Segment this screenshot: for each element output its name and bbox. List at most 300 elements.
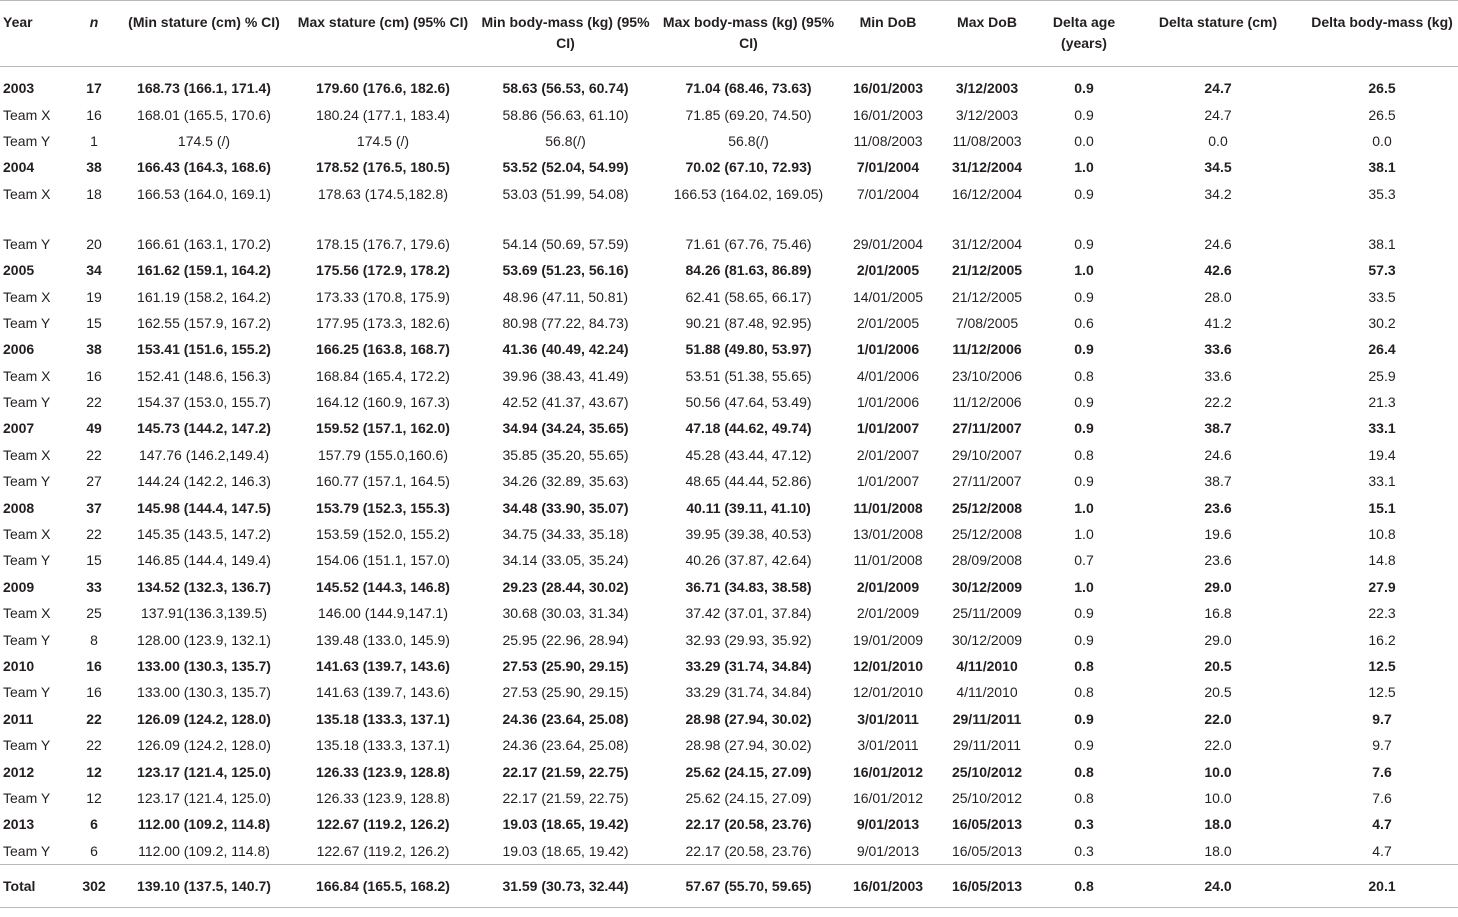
cell-min-stature: 154.37 (153.0, 155.7) <box>137 394 271 411</box>
table-row <box>0 838 1458 865</box>
cell-n: 1 <box>90 132 98 149</box>
cell-delta-age: 0.9 <box>1074 106 1094 123</box>
cell-delta-body-mass: 33.1 <box>1368 473 1396 490</box>
cell-n: 19 <box>86 288 102 305</box>
cell-max-stature: 126.33 (123.9, 128.8) <box>316 789 450 806</box>
cell-max-dob: 25/12/2008 <box>951 526 1023 543</box>
cell-delta-age: 0.9 <box>1074 288 1094 305</box>
cell-delta-age: 0.3 <box>1074 842 1094 859</box>
cell-year: 2009 <box>3 578 35 595</box>
cell-min-stature: 128.00 (123.9, 132.1) <box>137 631 271 648</box>
cell-n: 15 <box>86 314 102 331</box>
cell-delta-stature: 24.6 <box>1204 235 1232 252</box>
cell-min-stature: 166.43 (164.3, 168.6) <box>137 159 271 176</box>
cell-min-body-mass: 48.96 (47.11, 50.81) <box>502 288 629 305</box>
cell-max-stature: 145.52 (144.3, 146.8) <box>316 578 450 595</box>
table-row <box>0 363 1458 389</box>
cell-max-body-mass: 32.93 (29.93, 35.92) <box>685 631 812 648</box>
cell-n: 49 <box>86 420 102 437</box>
cell-max-stature: 159.52 (157.1, 162.0) <box>316 420 450 437</box>
cell-n: 22 <box>86 446 102 463</box>
total-n: 302 <box>72 864 116 907</box>
cell-min-dob: 4/01/2006 <box>856 367 920 384</box>
cell-min-dob: 16/01/2012 <box>852 789 924 806</box>
table-row <box>0 600 1458 626</box>
cell-year: Team X <box>3 367 51 384</box>
cell-delta-body-mass: 22.3 <box>1368 605 1396 622</box>
cell-max-dob: 30/12/2009 <box>951 578 1023 595</box>
cell-delta-body-mass: 9.7 <box>1372 710 1392 727</box>
cell-delta-age: 1.0 <box>1074 262 1094 279</box>
table-row <box>0 181 1458 231</box>
table-row <box>0 521 1458 547</box>
cell-n: 12 <box>86 763 102 780</box>
cell-delta-age: 1.0 <box>1074 499 1094 516</box>
cell-max-dob: 28/09/2008 <box>951 552 1023 569</box>
cell-max-dob: 25/10/2012 <box>951 789 1023 806</box>
cell-delta-age: 0.9 <box>1074 235 1094 252</box>
cell-year: Team Y <box>3 235 51 252</box>
cell-max-body-mass: 70.02 (67.10, 72.93) <box>685 159 812 176</box>
cell-max-stature: 126.33 (123.9, 128.8) <box>316 763 450 780</box>
cell-max-dob: 16/05/2013 <box>951 842 1023 859</box>
cell-delta-stature: 29.0 <box>1204 578 1232 595</box>
total-min-stature: 139.10 (137.5, 140.7) <box>116 864 292 907</box>
table-row <box>0 574 1458 600</box>
cell-min-dob: 16/01/2012 <box>852 763 924 780</box>
cell-min-body-mass: 34.26 (32.89, 35.63) <box>502 473 629 490</box>
cell-min-body-mass: 25.95 (22.96, 28.94) <box>502 631 629 648</box>
cell-min-body-mass: 80.98 (77.22, 84.73) <box>502 314 629 331</box>
cell-min-body-mass: 58.86 (56.63, 61.10) <box>502 106 629 123</box>
cell-min-stature: 144.24 (142.2, 146.3) <box>137 473 271 490</box>
cell-delta-stature: 38.7 <box>1204 420 1232 437</box>
total-max-body-mass: 57.67 (55.70, 59.65) <box>657 864 840 907</box>
cell-max-dob: 25/12/2008 <box>951 499 1023 516</box>
cell-max-body-mass: 40.11 (39.11, 41.10) <box>686 499 811 516</box>
cell-max-body-mass: 22.17 (20.58, 23.76) <box>685 816 812 833</box>
table-row <box>0 732 1458 758</box>
header-n: n <box>72 1 116 67</box>
cell-max-stature: 141.63 (139.7, 143.6) <box>316 658 450 674</box>
cell-max-stature: 177.95 (173.3, 182.6) <box>316 314 450 331</box>
cell-min-dob: 2/01/2005 <box>856 314 920 331</box>
cell-year: Team Y <box>3 394 51 411</box>
total-min-dob: 16/01/2003 <box>840 864 936 907</box>
cell-min-stature: 166.53 (164.0, 169.1) <box>137 185 271 202</box>
cell-min-dob: 2/01/2009 <box>856 578 920 595</box>
cell-delta-stature: 24.7 <box>1204 80 1232 97</box>
cell-year: Team X <box>3 288 51 305</box>
cell-n: 22 <box>86 710 102 727</box>
cell-year: Team Y <box>3 842 51 859</box>
cell-n: 33 <box>86 578 102 595</box>
cell-n: 17 <box>86 80 102 97</box>
cell-delta-stature: 22.2 <box>1204 394 1232 411</box>
cell-delta-age: 0.9 <box>1074 80 1094 97</box>
cell-min-dob: 13/01/2008 <box>852 526 924 543</box>
table-row <box>0 257 1458 283</box>
cell-delta-age: 0.9 <box>1074 710 1094 727</box>
cell-year: 2013 <box>3 816 35 833</box>
cell-min-stature: 168.73 (166.1, 171.4) <box>137 80 271 97</box>
cell-delta-body-mass: 0.0 <box>1372 132 1392 149</box>
cell-max-dob: 31/12/2004 <box>951 235 1023 252</box>
cell-delta-age: 0.8 <box>1074 789 1094 806</box>
cell-delta-stature: 16.8 <box>1204 605 1232 622</box>
cell-delta-stature: 28.0 <box>1204 288 1232 305</box>
cell-delta-stature: 29.0 <box>1204 631 1232 648</box>
table-body <box>0 67 1458 865</box>
table-row <box>0 442 1458 468</box>
cell-min-dob: 1/01/2007 <box>856 420 920 437</box>
cell-delta-stature: 0.0 <box>1208 132 1228 149</box>
table-row <box>0 494 1458 520</box>
cell-max-body-mass: 33.29 (31.74, 34.84) <box>685 658 812 674</box>
cell-max-dob: 4/11/2010 <box>956 658 1018 674</box>
total-delta-age: 0.8 <box>1038 864 1130 907</box>
cell-max-body-mass: 28.98 (27.94, 30.02) <box>685 710 812 727</box>
cell-year: Team Y <box>3 631 51 648</box>
cell-max-dob: 30/12/2009 <box>951 631 1023 648</box>
cell-max-dob: 27/11/2007 <box>952 473 1022 490</box>
table-row <box>0 547 1458 573</box>
cell-year: Team X <box>3 446 51 463</box>
cell-n: 16 <box>86 684 102 701</box>
cell-delta-body-mass: 7.6 <box>1372 789 1392 806</box>
cell-delta-stature: 24.6 <box>1204 446 1232 463</box>
cell-delta-stature: 10.0 <box>1204 763 1232 780</box>
cell-n: 22 <box>86 737 102 754</box>
cell-delta-stature: 38.7 <box>1204 473 1232 490</box>
cell-min-stature: 126.09 (124.2, 128.0) <box>137 737 271 754</box>
cell-year: 2010 <box>3 658 35 674</box>
cell-min-body-mass: 27.53 (25.90, 29.15) <box>502 658 629 674</box>
cell-delta-body-mass: 15.1 <box>1368 499 1396 516</box>
cell-max-dob: 11/12/2006 <box>952 341 1022 358</box>
cell-max-dob: 4/11/2010 <box>956 684 1018 701</box>
cell-max-dob: 25/10/2012 <box>951 763 1023 780</box>
total-max-dob: 16/05/2013 <box>936 864 1038 907</box>
cell-delta-body-mass: 38.1 <box>1368 159 1396 176</box>
cell-max-body-mass: 47.18 (44.62, 49.74) <box>685 420 812 437</box>
cell-year: 2003 <box>3 80 35 97</box>
cell-max-dob: 23/10/2006 <box>951 367 1023 384</box>
cell-n: 20 <box>86 235 102 252</box>
cell-min-dob: 7/01/2004 <box>856 159 920 176</box>
cell-min-body-mass: 19.03 (18.65, 19.42) <box>502 842 629 859</box>
cell-max-stature: 160.77 (157.1, 164.5) <box>316 473 450 490</box>
cell-delta-age: 0.9 <box>1074 605 1094 622</box>
cell-year: Team X <box>3 605 51 622</box>
cell-delta-age: 0.7 <box>1074 552 1094 569</box>
cell-max-stature: 153.79 (152.3, 155.3) <box>316 499 450 516</box>
cell-min-body-mass: 34.14 (33.05, 35.24) <box>502 552 629 569</box>
cell-min-body-mass: 53.52 (52.04, 54.99) <box>502 159 629 176</box>
cell-max-dob: 11/08/2003 <box>952 132 1022 149</box>
cell-max-body-mass: 166.53 (164.02, 169.05) <box>673 185 824 202</box>
cell-min-body-mass: 27.53 (25.90, 29.15) <box>502 684 629 701</box>
header-year: Year <box>0 1 72 67</box>
cell-year: 2006 <box>3 341 35 358</box>
cell-min-stature: 152.41 (148.6, 156.3) <box>137 367 271 384</box>
cell-year: Team X <box>3 106 51 123</box>
cell-min-body-mass: 24.36 (23.64, 25.08) <box>502 737 629 754</box>
cell-delta-body-mass: 38.1 <box>1368 235 1396 252</box>
cell-n: 15 <box>86 552 102 569</box>
table-row <box>0 101 1458 127</box>
cell-n: 25 <box>86 605 102 622</box>
cell-delta-body-mass: 4.7 <box>1372 816 1392 833</box>
table-header <box>0 1 1458 67</box>
total-row <box>0 864 1458 907</box>
cell-min-body-mass: 53.69 (51.23, 56.16) <box>502 262 629 279</box>
cell-delta-age: 0.9 <box>1074 420 1094 437</box>
cell-delta-age: 0.8 <box>1074 684 1094 701</box>
cell-n: 16 <box>86 367 102 384</box>
cell-max-stature: 178.15 (176.7, 179.6) <box>316 235 450 252</box>
cell-n: 37 <box>86 499 102 516</box>
cell-n: 12 <box>86 789 102 806</box>
cell-delta-stature: 24.7 <box>1204 106 1232 123</box>
cell-min-dob: 11/01/2008 <box>853 499 923 516</box>
cell-min-stature: 137.91(136.3,139.5) <box>140 605 268 622</box>
cell-year: Team Y <box>3 314 51 331</box>
table-row <box>0 154 1458 180</box>
table-row <box>0 679 1458 705</box>
cell-year: Team X <box>3 526 51 543</box>
total-delta-stature: 24.0 <box>1130 864 1306 907</box>
cell-min-body-mass: 53.03 (51.99, 54.08) <box>502 185 629 202</box>
cell-max-body-mass: 71.04 (68.46, 73.63) <box>685 80 812 97</box>
cell-min-stature: 112.00 (109.2, 114.8) <box>137 816 271 833</box>
cell-n: 8 <box>90 631 98 648</box>
cell-max-dob: 3/12/2003 <box>955 106 1019 123</box>
cell-delta-stature: 23.6 <box>1204 499 1232 516</box>
cell-delta-body-mass: 12.5 <box>1368 658 1396 674</box>
spacer-row <box>0 67 1458 76</box>
cell-min-body-mass: 54.14 (50.69, 57.59) <box>502 235 629 252</box>
cell-max-dob: 21/12/2005 <box>951 288 1023 305</box>
cell-min-body-mass: 35.85 (35.20, 55.65) <box>502 446 629 463</box>
cell-delta-stature: 19.6 <box>1204 526 1232 543</box>
cell-min-dob: 7/01/2004 <box>856 185 920 202</box>
cell-min-body-mass: 22.17 (21.59, 22.75) <box>502 789 629 806</box>
cell-min-dob: 12/01/2010 <box>852 658 924 674</box>
cell-max-body-mass: 90.21 (87.48, 92.95) <box>685 314 812 331</box>
cell-max-dob: 29/10/2007 <box>951 446 1023 463</box>
cell-max-body-mass: 37.42 (37.01, 37.84) <box>685 605 812 622</box>
cell-n: 27 <box>86 473 102 490</box>
header-min-dob: Min DoB <box>840 1 936 67</box>
cell-delta-age: 1.0 <box>1074 526 1094 543</box>
table-row <box>0 811 1458 837</box>
cell-delta-stature: 42.6 <box>1204 262 1232 279</box>
table-row <box>0 336 1458 362</box>
cell-min-dob: 29/01/2004 <box>852 235 924 252</box>
cell-n: 22 <box>86 394 102 411</box>
cell-max-body-mass: 50.56 (47.64, 53.49) <box>685 394 812 411</box>
cell-delta-body-mass: 25.9 <box>1368 367 1396 384</box>
cell-max-dob: 29/11/2011 <box>953 737 1021 754</box>
cell-max-body-mass: 28.98 (27.94, 30.02) <box>685 737 812 754</box>
table-row <box>0 758 1458 784</box>
cell-delta-body-mass: 7.6 <box>1372 763 1392 780</box>
cell-max-stature: 164.12 (160.9, 167.3) <box>316 394 450 411</box>
cell-year: Team Y <box>3 789 51 806</box>
cell-year: 2011 <box>3 710 34 727</box>
cell-max-dob: 7/08/2005 <box>955 314 1019 331</box>
cell-year: 2004 <box>3 159 35 176</box>
cell-delta-stature: 23.6 <box>1204 552 1232 569</box>
table-row <box>0 415 1458 441</box>
cell-max-stature: 175.56 (172.9, 178.2) <box>316 262 450 279</box>
cell-year: 2007 <box>3 420 35 437</box>
cell-delta-stature: 33.6 <box>1204 341 1232 358</box>
cell-min-stature: 161.62 (159.1, 164.2) <box>137 262 271 279</box>
table-row <box>0 785 1458 811</box>
cell-min-body-mass: 34.75 (34.33, 35.18) <box>502 526 629 543</box>
cell-max-stature: 179.60 (176.6, 182.6) <box>316 80 450 97</box>
cell-delta-body-mass: 26.5 <box>1368 80 1396 97</box>
cell-n: 18 <box>86 185 102 202</box>
cell-min-body-mass: 30.68 (30.03, 31.34) <box>502 605 629 622</box>
cell-max-stature: 139.48 (133.0, 145.9) <box>316 631 450 648</box>
cell-max-stature: 135.18 (133.3, 137.1) <box>316 737 450 754</box>
cell-delta-stature: 34.5 <box>1204 159 1232 176</box>
cell-min-body-mass: 19.03 (18.65, 19.42) <box>502 816 629 833</box>
cell-max-body-mass: 84.26 (81.63, 86.89) <box>685 262 812 279</box>
cell-delta-age: 0.9 <box>1074 185 1094 202</box>
cell-min-body-mass: 42.52 (41.37, 43.67) <box>502 394 629 411</box>
cell-year: Team Y <box>3 132 51 149</box>
cell-year: Team X <box>3 185 51 202</box>
header-delta-body-mass: Delta body-mass (kg) <box>1306 1 1458 67</box>
cell-min-body-mass: 56.8(/) <box>545 132 586 149</box>
cell-max-dob: 29/11/2011 <box>952 710 1022 727</box>
cell-max-body-mass: 62.41 (58.65, 66.17) <box>685 288 812 305</box>
cell-delta-stature: 18.0 <box>1204 816 1232 833</box>
cell-delta-body-mass: 10.8 <box>1368 526 1396 543</box>
cell-min-stature: 133.00 (130.3, 135.7) <box>137 684 271 701</box>
cell-min-stature: 146.85 (144.4, 149.4) <box>137 552 271 569</box>
header-min-body-mass: Min body-mass (kg) (95% CI) <box>474 1 657 67</box>
cell-delta-body-mass: 26.4 <box>1368 341 1396 358</box>
header-delta-age: Delta age (years) <box>1038 1 1130 67</box>
cell-min-body-mass: 29.23 (28.44, 30.02) <box>502 578 629 595</box>
cell-max-body-mass: 45.28 (43.44, 47.12) <box>685 446 812 463</box>
table-row <box>0 75 1458 101</box>
table-row <box>0 653 1458 679</box>
cell-delta-body-mass: 21.3 <box>1368 394 1396 411</box>
cell-max-body-mass: 53.51 (51.38, 55.65) <box>685 367 812 384</box>
cell-delta-body-mass: 16.2 <box>1368 631 1396 648</box>
cell-min-stature: 145.73 (144.2, 147.2) <box>137 420 271 437</box>
cell-n: 38 <box>86 159 102 176</box>
table-row <box>0 468 1458 494</box>
table-row <box>0 389 1458 415</box>
cell-max-dob: 16/12/2004 <box>951 185 1023 202</box>
cell-n: 22 <box>86 526 102 543</box>
cell-n: 16 <box>86 106 102 123</box>
cell-delta-age: 0.9 <box>1074 737 1094 754</box>
cell-max-stature: 180.24 (177.1, 183.4) <box>316 106 450 123</box>
cell-min-dob: 16/01/2003 <box>852 80 924 97</box>
total-year: Total <box>0 864 72 907</box>
cell-min-stature: 147.76 (146.2,149.4) <box>139 446 269 463</box>
cell-max-stature: 168.84 (165.4, 172.2) <box>316 367 450 384</box>
cell-max-body-mass: 25.62 (24.15, 27.09) <box>685 763 812 780</box>
cell-min-dob: 9/01/2013 <box>856 842 920 859</box>
header-max-dob: Max DoB <box>936 1 1038 67</box>
header-min-stature: (Min stature (cm) % CI) <box>116 1 292 67</box>
cell-max-body-mass: 39.95 (39.38, 40.53) <box>685 526 812 543</box>
cell-max-body-mass: 25.62 (24.15, 27.09) <box>685 789 812 806</box>
cell-delta-body-mass: 9.7 <box>1372 737 1392 754</box>
cell-delta-age: 1.0 <box>1074 578 1094 595</box>
cell-min-dob: 2/01/2009 <box>856 605 920 622</box>
total-delta-body-mass: 20.1 <box>1306 864 1458 907</box>
cell-delta-body-mass: 30.2 <box>1368 314 1396 331</box>
cell-delta-age: 0.8 <box>1074 446 1094 463</box>
cell-min-dob: 19/01/2009 <box>852 631 924 648</box>
cell-max-stature: 154.06 (151.1, 157.0) <box>316 552 450 569</box>
cell-delta-stature: 34.2 <box>1204 185 1232 202</box>
cell-delta-body-mass: 19.4 <box>1368 446 1396 463</box>
cell-max-dob: 31/12/2004 <box>951 159 1023 176</box>
cell-delta-body-mass: 12.5 <box>1368 684 1396 701</box>
cell-min-stature: 123.17 (121.4, 125.0) <box>137 789 271 806</box>
cell-min-stature: 123.17 (121.4, 125.0) <box>137 763 271 780</box>
cell-min-dob: 12/01/2010 <box>852 684 924 701</box>
cell-delta-age: 0.6 <box>1074 314 1094 331</box>
cell-max-body-mass: 36.71 (34.83, 38.58) <box>685 578 812 595</box>
cell-delta-stature: 20.5 <box>1204 684 1232 701</box>
cell-delta-body-mass: 35.3 <box>1368 185 1396 202</box>
cell-max-dob: 25/11/2009 <box>952 605 1022 622</box>
cell-delta-body-mass: 26.5 <box>1368 106 1396 123</box>
cell-min-dob: 11/01/2008 <box>853 552 923 569</box>
cell-min-body-mass: 34.48 (33.90, 35.07) <box>502 499 629 516</box>
cell-max-stature: 135.18 (133.3, 137.1) <box>316 710 450 727</box>
cell-max-dob: 11/12/2006 <box>952 394 1022 411</box>
cell-max-body-mass: 40.26 (37.87, 42.64) <box>685 552 812 569</box>
header-row <box>0 1 1458 67</box>
table-row <box>0 706 1458 732</box>
cell-n: 38 <box>86 341 102 358</box>
cell-delta-age: 0.8 <box>1074 658 1094 674</box>
cell-n: 6 <box>90 842 98 859</box>
total-max-stature: 166.84 (165.5, 168.2) <box>292 864 474 907</box>
cell-n: 6 <box>90 816 98 833</box>
cell-min-body-mass: 41.36 (40.49, 42.24) <box>502 341 629 358</box>
cell-min-stature: 145.98 (144.4, 147.5) <box>137 499 271 516</box>
cell-n: 34 <box>86 262 102 279</box>
cell-max-stature: 153.59 (152.0, 155.2) <box>316 526 450 543</box>
cell-min-stature: 162.55 (157.9, 167.2) <box>137 314 271 331</box>
cell-min-stature: 134.52 (132.3, 136.7) <box>137 578 271 595</box>
cell-min-stature: 126.09 (124.2, 128.0) <box>137 710 271 727</box>
cell-delta-age: 0.9 <box>1074 631 1094 648</box>
cell-delta-stature: 18.0 <box>1204 842 1232 859</box>
cell-max-stature: 146.00 (144.9,147.1) <box>318 605 448 622</box>
table-footer <box>0 864 1458 907</box>
cell-delta-age: 0.9 <box>1074 341 1094 358</box>
cell-min-stature: 133.00 (130.3, 135.7) <box>137 658 271 674</box>
cell-max-dob: 21/12/2005 <box>951 262 1023 279</box>
cell-delta-stature: 22.0 <box>1204 737 1232 754</box>
cell-min-dob: 1/01/2006 <box>856 394 920 411</box>
